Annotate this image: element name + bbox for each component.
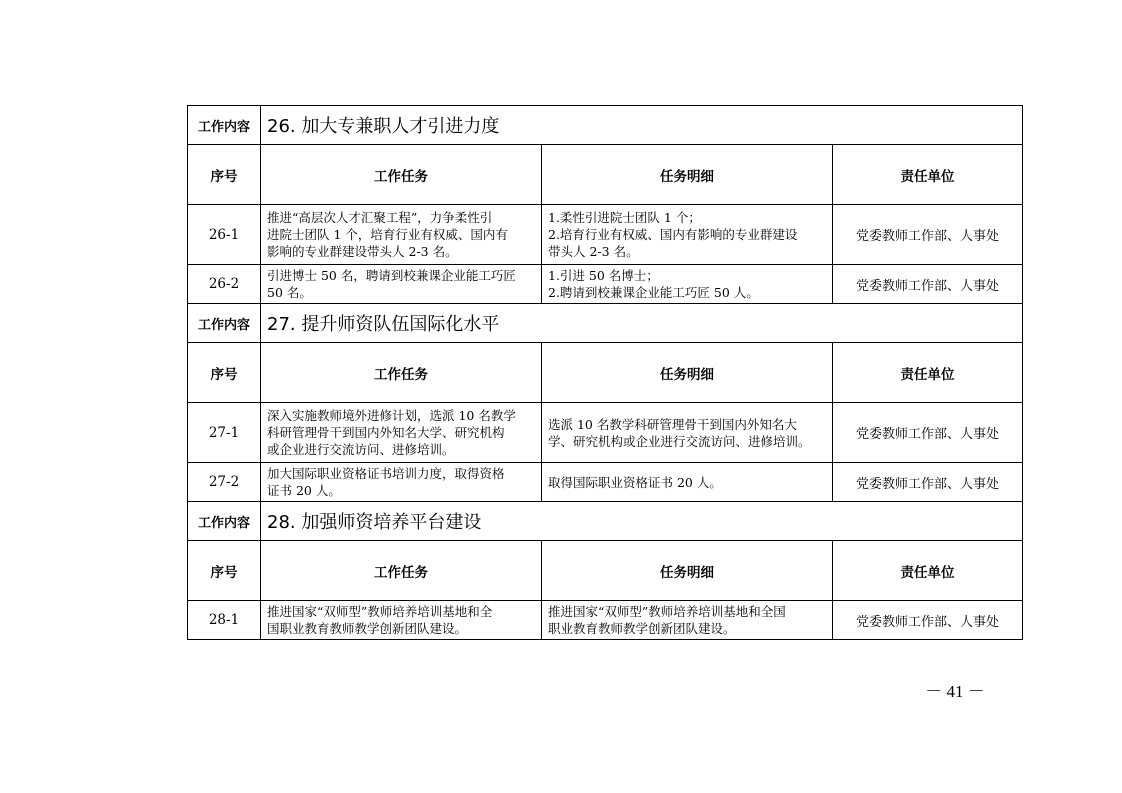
task-cell <box>261 601 542 640</box>
text-line: 1.引进 50 名博士； <box>548 268 659 283</box>
section-label: 工作内容 <box>188 106 261 145</box>
responsible-unit: 党委教师工作部、人事处 <box>833 205 1023 265</box>
detail-cell <box>542 403 833 463</box>
text-line: 推进“高层次人才汇聚工程”，力争柔性引 <box>267 210 493 225</box>
text-line: 推进国家“双师型”教师培养培训基地和全 <box>267 604 493 619</box>
task-cell <box>261 403 542 463</box>
text-line: 国职业教育教师教学创新团队建设。 <box>267 621 468 636</box>
text-line: 推进国家“双师型”教师培养培训基地和全国 <box>548 604 786 619</box>
task-cell <box>261 463 542 502</box>
page-number: － 41 － <box>925 682 985 701</box>
table-row <box>188 403 1023 463</box>
unit-header: 责任单位 <box>833 145 1023 205</box>
section-heading-row <box>188 304 1023 343</box>
no-header: 序号 <box>188 343 261 403</box>
table-row <box>188 205 1023 265</box>
section-label: 工作内容 <box>188 304 261 343</box>
task-header: 工作任务 <box>261 145 542 205</box>
task-cell <box>261 265 542 304</box>
text-line: 50 名。 <box>267 285 312 300</box>
text-line: 加大国际职业资格证书培训力度，取得资格 <box>267 466 505 481</box>
column-header-row <box>188 343 1023 403</box>
text-line: 职业教育教师教学创新团队建设。 <box>548 621 736 636</box>
detail-cell <box>542 265 833 304</box>
table-row <box>188 265 1023 304</box>
unit-header: 责任单位 <box>833 343 1023 403</box>
text-line: 取得国际职业资格证书 20 人。 <box>548 474 722 490</box>
text-line: 影响的专业群建设带头人 2-3 名。 <box>267 244 458 259</box>
unit-header: 责任单位 <box>833 541 1023 601</box>
detail-header: 任务明细 <box>542 145 833 205</box>
text-line: 学、研究机构或企业进行交流访问、进修培训。 <box>548 433 811 449</box>
responsible-unit: 党委教师工作部、人事处 <box>833 463 1023 502</box>
row-number: 26-2 <box>188 265 261 304</box>
section-label: 工作内容 <box>188 502 261 541</box>
detail-header: 任务明细 <box>542 541 833 601</box>
text-line: 2.培育行业有权威、国内有影响的专业群建设 <box>548 227 798 242</box>
task-header: 工作任务 <box>261 343 542 403</box>
section-title: 26. 加大专兼职人才引进力度 <box>261 106 1023 145</box>
no-header: 序号 <box>188 145 261 205</box>
column-header-row <box>188 145 1023 205</box>
section-heading-row <box>188 502 1023 541</box>
table-row <box>188 601 1023 640</box>
responsible-unit: 党委教师工作部、人事处 <box>833 265 1023 304</box>
text-line: 深入实施教师境外进修计划，选派 10 名教学 <box>267 408 516 423</box>
detail-header: 任务明细 <box>542 343 833 403</box>
table-row <box>188 463 1023 502</box>
text-line: 2.聘请到校兼课企业能工巧匠 50 人。 <box>548 285 759 300</box>
detail-cell <box>542 601 833 640</box>
no-header: 序号 <box>188 541 261 601</box>
section-title: 28. 加强师资培养平台建设 <box>261 502 1023 541</box>
row-number: 27-2 <box>188 463 261 502</box>
row-number: 27-1 <box>188 403 261 463</box>
detail-cell <box>542 205 833 265</box>
row-number: 28-1 <box>188 601 261 640</box>
text-line: 带头人 2-3 名。 <box>548 244 639 259</box>
text-line: 证书 20 人。 <box>267 483 341 498</box>
row-number: 26-1 <box>188 205 261 265</box>
responsible-unit: 党委教师工作部、人事处 <box>833 403 1023 463</box>
work-plan-table <box>187 105 1023 640</box>
detail-cell <box>542 463 833 502</box>
section-heading-row <box>188 106 1023 145</box>
text-line: 科研管理骨干到国内外知名大学、研究机构 <box>267 425 505 440</box>
responsible-unit: 党委教师工作部、人事处 <box>833 601 1023 640</box>
text-line: 选派 10 名教学科研管理骨干到国内外知名大 <box>548 416 797 432</box>
task-cell <box>261 205 542 265</box>
task-header: 工作任务 <box>261 541 542 601</box>
column-header-row <box>188 541 1023 601</box>
section-title: 27. 提升师资队伍国际化水平 <box>261 304 1023 343</box>
text-line: 1.柔性引进院士团队 1 个； <box>548 210 701 225</box>
text-line: 引进博士 50 名，聘请到校兼课企业能工巧匠 <box>267 268 516 283</box>
text-line: 或企业进行交流访问、进修培训。 <box>267 442 455 457</box>
text-line: 进院士团队 1 个，培育行业有权威、国内有 <box>267 227 508 242</box>
